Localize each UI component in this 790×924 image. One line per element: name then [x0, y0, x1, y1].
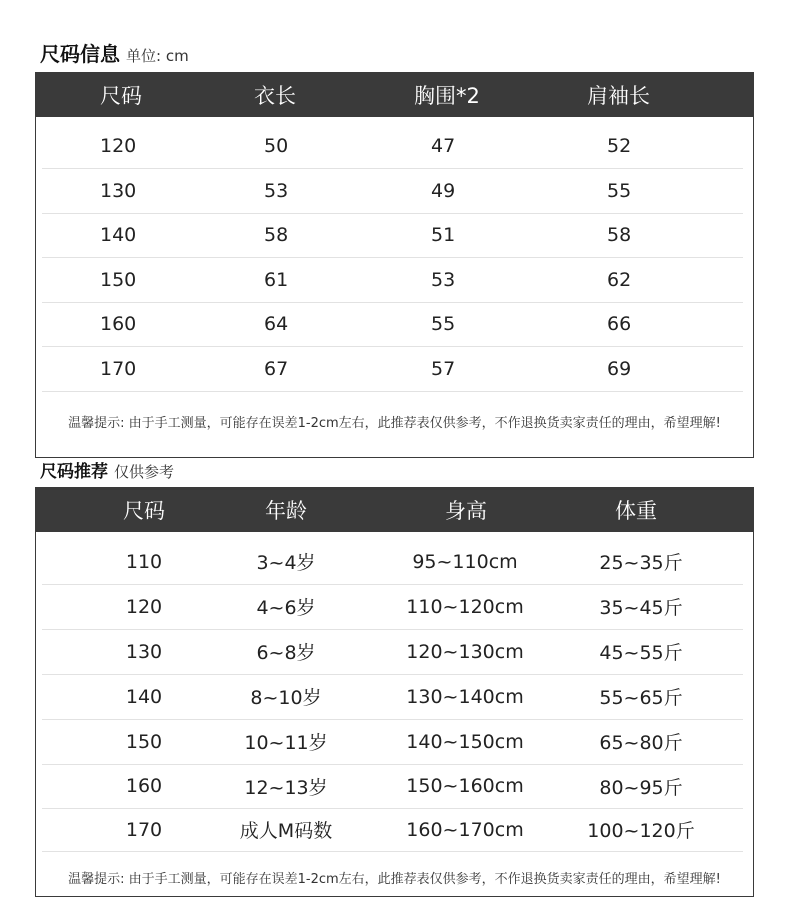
cell-size: 120: [125, 595, 163, 618]
cell-chest: 49: [431, 179, 456, 202]
table-row: [42, 123, 743, 169]
table-row: [42, 584, 743, 630]
cell-shoulder-sleeve: 66: [607, 313, 632, 335]
cell-height: 120~130cm: [406, 640, 524, 663]
cell-size: 160: [125, 775, 163, 797]
cell-length: 58: [264, 224, 289, 246]
cell-height: 160~170cm: [406, 818, 524, 841]
cell-age: 4~6岁: [256, 597, 316, 619]
size-recommend-table: [35, 487, 754, 897]
size-recommend-heading: 尺码推荐: [40, 462, 108, 482]
cell-length: 53: [264, 179, 289, 202]
cell-size: 150: [125, 730, 163, 753]
table-row: [42, 302, 743, 347]
cell-size: 130: [125, 640, 163, 663]
size-recommend-header-row: [36, 488, 753, 532]
header-length: 衣长: [254, 84, 296, 108]
size-info-unit: 单位: cm: [126, 47, 189, 65]
size-info-title: [40, 38, 189, 67]
cell-chest: 47: [431, 134, 456, 157]
cell-age: 6~8岁: [256, 642, 316, 664]
cell-height: 140~150cm: [406, 730, 524, 753]
size-recommend-subtitle: 仅供参考: [114, 463, 175, 481]
cell-weight: 80~95斤: [599, 776, 683, 799]
header-size: 尺码: [100, 84, 142, 108]
cell-shoulder-sleeve: 55: [607, 179, 632, 202]
cell-weight: 55~65斤: [599, 687, 683, 709]
header-weight: 体重: [615, 499, 657, 523]
cell-shoulder-sleeve: 62: [607, 268, 632, 291]
table-row: [42, 213, 743, 258]
cell-weight: 65~80斤: [599, 732, 683, 754]
cell-height: 150~160cm: [406, 775, 524, 797]
cell-length: 61: [264, 268, 289, 291]
table-row: [42, 674, 743, 720]
cell-size: 140: [100, 224, 137, 246]
cell-age: 12~13岁: [244, 776, 328, 799]
size-info-header-row: [36, 73, 753, 117]
header-age: 年龄: [265, 499, 307, 523]
cell-length: 50: [264, 134, 289, 157]
size-recommend-title: [40, 457, 174, 482]
cell-age: 成人M码数: [239, 820, 333, 842]
cell-length: 67: [264, 357, 289, 380]
table-row: [42, 346, 743, 392]
table-row: [42, 764, 743, 809]
cell-height: 95~110cm: [412, 550, 518, 573]
size-info-note: 温馨提示: 由于手工测量，可能存在误差1-2cm左右，此推荐表仅供参考，不作退换货卖家责任的理由，希望理解!: [68, 416, 721, 431]
cell-size: 120: [100, 134, 137, 157]
cell-weight: 45~55斤: [599, 642, 683, 664]
cell-size: 110: [125, 550, 163, 573]
table-row: [42, 719, 743, 765]
cell-chest: 53: [431, 268, 456, 291]
cell-shoulder-sleeve: 58: [607, 224, 632, 246]
cell-age: 3~4岁: [256, 552, 316, 574]
cell-age: 10~11岁: [244, 732, 328, 754]
cell-chest: 51: [431, 224, 456, 246]
cell-size: 160: [100, 313, 137, 335]
cell-chest: 57: [431, 357, 456, 380]
cell-size: 150: [100, 268, 137, 291]
cell-size: 170: [125, 818, 163, 841]
size-recommend-note: 温馨提示: 由于手工测量，可能存在误差1-2cm左右，此推荐表仅供参考，不作退换货卖家责任的理由，希望理解!: [68, 872, 721, 887]
cell-weight: 25~35斤: [599, 552, 683, 574]
cell-height: 110~120cm: [406, 595, 524, 618]
table-row: [42, 168, 743, 214]
header-size: 尺码: [123, 499, 165, 523]
cell-size: 170: [100, 357, 137, 380]
cell-shoulder-sleeve: 69: [607, 357, 632, 380]
cell-age: 8~10岁: [250, 687, 322, 709]
cell-size: 140: [125, 685, 163, 708]
cell-weight: 100~120斤: [587, 820, 695, 842]
header-chest: 胸围*2: [414, 84, 480, 108]
cell-weight: 35~45斤: [599, 597, 683, 619]
cell-height: 130~140cm: [406, 685, 524, 708]
header-shoulder-sleeve: 肩袖长: [587, 84, 650, 108]
cell-size: 130: [100, 179, 137, 202]
table-row: [42, 808, 743, 852]
size-info-heading: 尺码信息: [40, 42, 120, 66]
table-row: [42, 629, 743, 675]
header-height: 身高: [445, 499, 487, 523]
cell-length: 64: [264, 313, 289, 335]
cell-shoulder-sleeve: 52: [607, 134, 632, 157]
size-info-table: [35, 72, 754, 458]
cell-chest: 55: [431, 313, 456, 335]
table-row: [42, 539, 743, 585]
table-row: [42, 257, 743, 303]
